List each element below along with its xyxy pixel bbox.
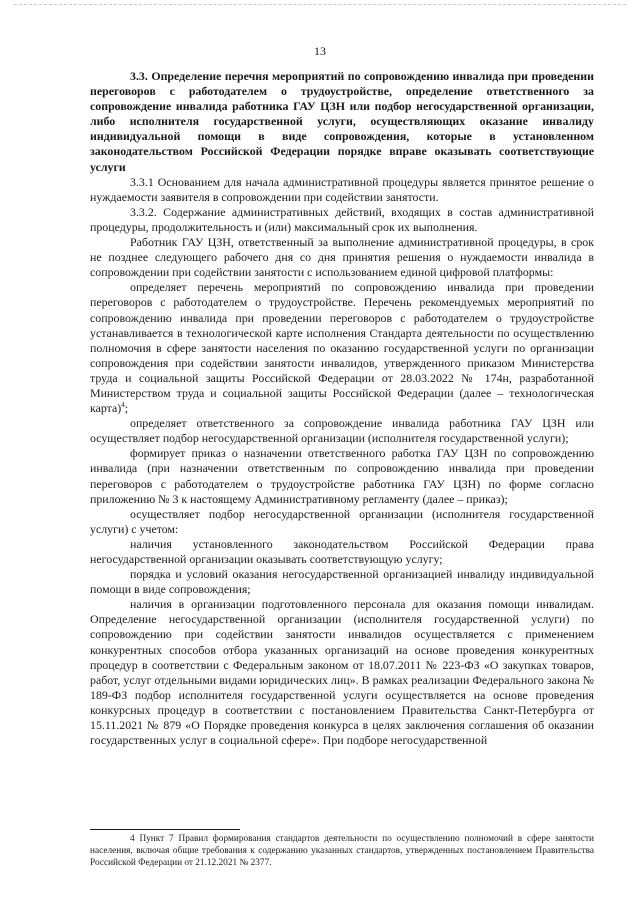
paragraph-defines-responsible: определяет ответственного за сопровождение инвалида работника ГАУ ЦЗН или осуществляет подбор негосударственной организации (исполнителя государственной услуги);	[90, 416, 594, 446]
page-number: 13	[314, 44, 326, 58]
paragraph-selects-organization: осуществляет подбор негосударственной организации (исполнителя государственной услуги) с учетом:	[90, 506, 594, 536]
paragraph-defines-measures-text: определяет перечень мероприятий по сопровождению инвалида при проведении переговоров с работодателем о трудоустройстве. Перечень рекомендуемых мероприятий по сопровождению инвалида при проведении переговоров с работодателем о трудоустройстве устанавливается в технологической карте исполнения Стандарта деятельности по осуществлению полномочия в сфере занятости населения по оказанию государственной услуги по организации сопровождения при содействии занятости инвалидов, утвержденного приказом Министерства труда и социальной защиты Российской Федерации от 28.03.2022 № 174н, разработанной Министерством труда и социальной защиты Российской Федерации (далее – технологическая карта)	[90, 280, 594, 416]
paragraph-procedure-conditions: порядка и условий оказания негосударственной организацией инвалиду индивидуальной помощи в виде сопровождения;	[90, 567, 594, 597]
document-body	[90, 69, 594, 748]
paragraph-right-availability: наличия установленного законодательством Российской Федерации права негосударственной организации оказывать соответствующую услугу;	[90, 536, 594, 566]
paragraph-defines-measures	[90, 280, 594, 416]
section-heading: 3.3. Определение перечня мероприятий по сопровождению инвалида при проведении переговоров с работодателем о трудоустройстве, определение ответственного за сопровождение инвалида работника ГАУ ЦЗН или подбор негосударственной организации, либо исполнителя государственной услуги, осуществляющих оказание инвалиду индивидуальной помощи в виде сопровождения, которые в установленном законодательством Российской Федерации порядке вправе оказывать соответствующие услуги	[90, 69, 594, 174]
footnote: 4 Пункт 7 Правил формирования стандартов деятельности по осуществлению полномочий в сфере занятости населения, включая общие требования к содержанию указанных стандартов, утвержденных постановлением Правительства Российской Федерации от 21.12.2021 № 2377.	[90, 834, 594, 868]
paragraph-trained-staff: наличия в организации подготовленного персонала для оказания помощи инвалидам. Определение негосударственной организации (исполнителя государственной услуги) по сопровождению при содействии занятости инвалидов осуществляется с применением конкурентных способов отбора указанных организаций на основе проведения конкурентных процедур в соответствии с Федеральным законом от 18.07.2011 № 223-ФЗ «О закупках товаров, работ, услуг отдельными видами юридических лиц». В рамках реализации Федерального закона № 189-ФЗ подбор исполнителя государственной услуги осуществляется на основе проведения конкурсных процедур в соответствии с постановлением Правительства Санкт-Петербурга от 15.11.2021 № 879 «О Порядке проведения конкурса в целях заключения соглашения об оказании государственных услуг в социальной сфере». При подборе негосударственной	[90, 597, 594, 748]
paragraph-3-3-2: 3.3.2. Содержание административных действий, входящих в состав административной процедуры, продолжительность и (или) максимальный срок их выполнения.	[90, 204, 594, 234]
footnote-divider	[90, 829, 240, 830]
paragraph-3-3-1: 3.3.1 Основанием для начала административной процедуры является принятое решение о нуждаемости заявителя в сопровождении при содействии занятости.	[90, 174, 594, 204]
footnote-reference: 4	[121, 401, 125, 410]
footnote-reference-suffix: ;	[124, 401, 129, 416]
paragraph-responsible-worker: Работник ГАУ ЦЗН, ответственный за выполнение административной процедуры, в срок не позднее следующего рабочего дня со дня принятия решения о нуждаемости инвалида в сопровождении при содействии занятости с использованием единой цифровой платформы:	[90, 235, 594, 280]
paragraph-forms-order: формирует приказ о назначении ответственного работка ГАУ ЦЗН по сопровождению инвалида (при назначении ответственным по сопровождению инвалида при проведении переговоров с работодателем о трудоустройстве работника ГАУ ЦЗН) по форме согласно приложению № 3 к настоящему Административному регламенту (далее – приказ);	[90, 446, 594, 506]
scan-top-edge	[14, 4, 626, 6]
